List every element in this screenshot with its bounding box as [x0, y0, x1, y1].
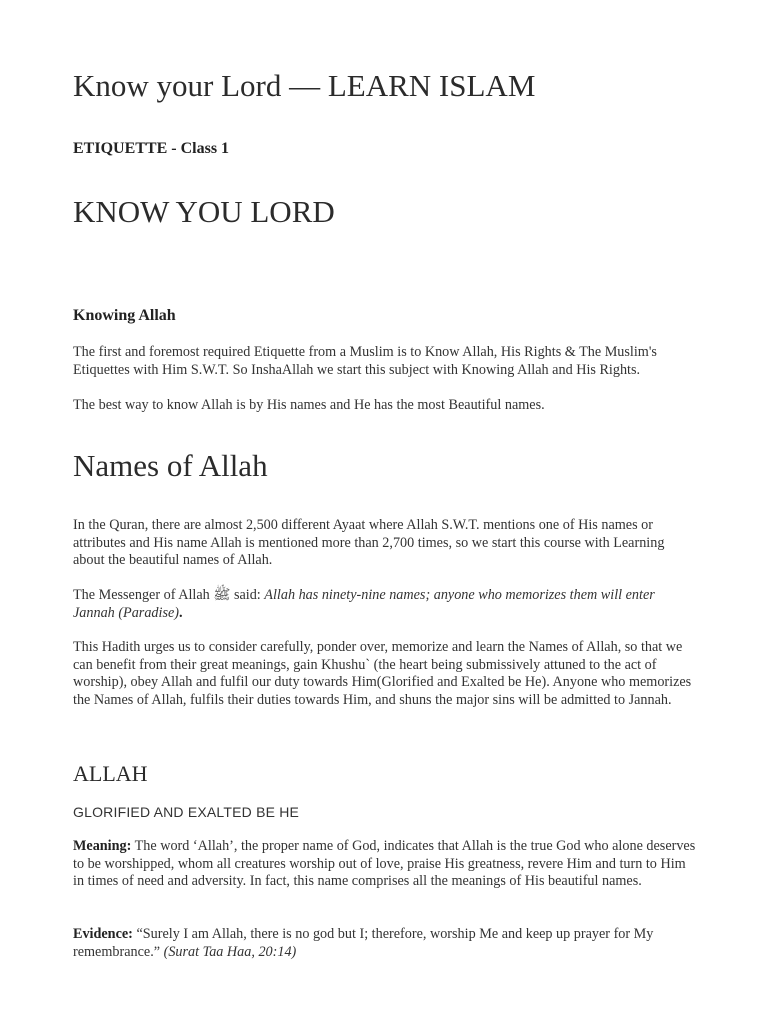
- meaning-text: The word ‘Allah’, the proper name of God, indicates that Allah is the true God who alone deserves to be worshipped, whom all creatures worship out of love, praise His greatness, revere Him and turn to Him in times of need and adversity. In fact, this name comprises all the meanings of His beautiful names.: [73, 838, 696, 890]
- hadith-quote: Allah has ninety-nine names; anyone who memorizes them will enter Jannah (Paradise): [73, 587, 655, 621]
- evidence-reference: (Surat Taa Haa, 20:14): [163, 943, 297, 960]
- meaning-paragraph: [73, 838, 698, 891]
- names-paragraph-3: This Hadith urges us to consider carefully, ponder over, memorize and learn the Names of Allah, so that we can benefit from their great meanings, gain Khushu` (the heart being submissively attuned to the act of worship), obey Allah and fulfil our duty towards Him(Glorified and Exalted be He). Anyone who memorizes the Names of Allah, fulfils their duties towards Him, and shuns the major sins will be admitted to Jannah.: [73, 639, 692, 708]
- evidence-paragraph: [73, 926, 698, 961]
- evidence-text: “Surely I am Allah, there is no god but I; therefore, worship Me and keep up prayer for My remembrance.”: [73, 926, 654, 960]
- knowing-allah-heading: Knowing Allah: [73, 307, 176, 324]
- names-heading: Names of Allah: [73, 448, 268, 483]
- knowing-paragraph-2: The best way to know Allah is by His names and He has the most Beautiful names.: [73, 397, 545, 413]
- class-label: ETIQUETTE - Class 1: [73, 140, 230, 157]
- hadith-end: .: [179, 604, 183, 621]
- meaning-label: Meaning:: [73, 838, 132, 854]
- main-heading: KNOW YOU LORD: [73, 194, 335, 229]
- allah-heading: ALLAH: [73, 761, 148, 786]
- names-paragraph-1: In the Quran, there are almost 2,500 different Ayaat where Allah S.W.T. mentions one of His names or attributes and His name Allah is mentioned more than 2,700 times, so we start this course with Learning about the beautiful names of Allah.: [73, 517, 665, 569]
- evidence-label: Evidence:: [73, 926, 133, 942]
- allah-subtitle: GLORIFIED AND EXALTED BE HE: [73, 804, 300, 820]
- hadith-paragraph: [73, 587, 698, 622]
- hadith-intro: The Messenger of Allah ﷺ said:: [73, 587, 265, 603]
- knowing-paragraph-1: The first and foremost required Etiquette from a Muslim is to Know Allah, His Rights & The Muslim's Etiquettes with Him S.W.T. So InshaAllah we start this subject with Knowing Allah and His Rights.: [73, 344, 657, 378]
- document-title: Know your Lord — LEARN ISLAM: [73, 68, 536, 103]
